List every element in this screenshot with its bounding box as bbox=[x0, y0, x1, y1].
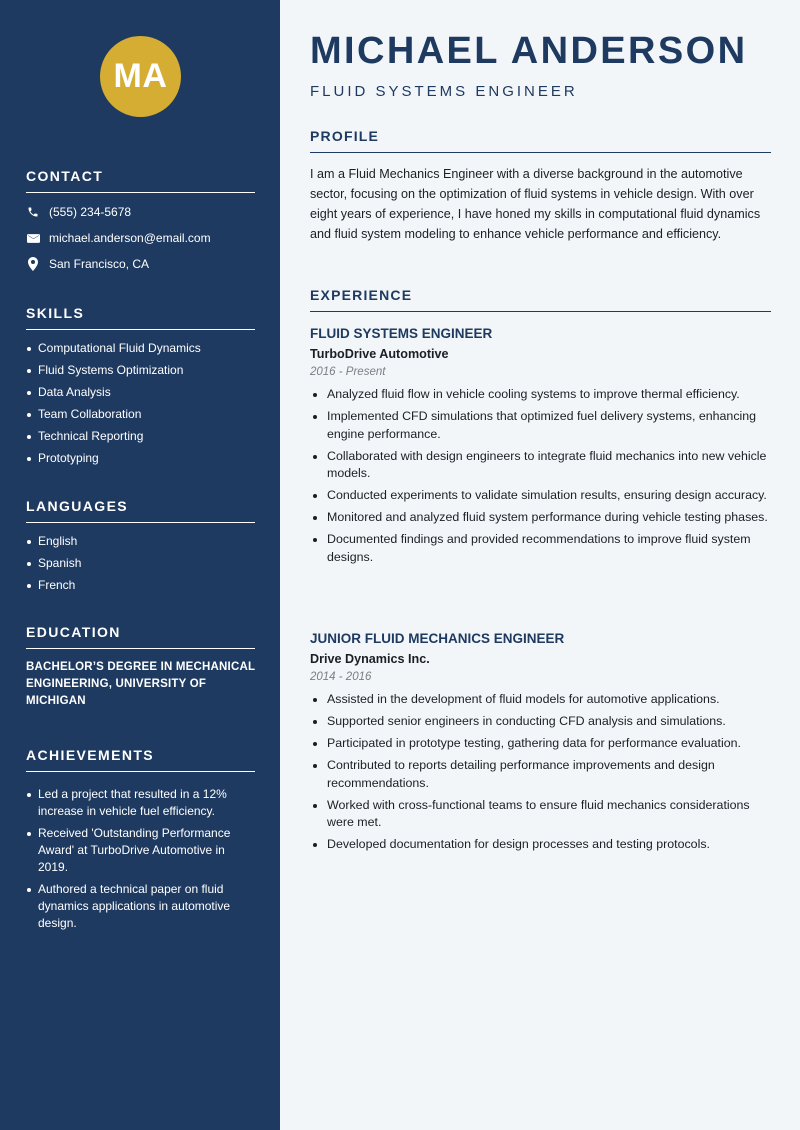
education-degree: BACHELOR’S DEGREE IN MECHANICAL ENGINEERING, UNIVERSITY OF MICHIGAN bbox=[26, 661, 255, 707]
skill-item: Fluid Systems Optimization bbox=[26, 362, 255, 379]
contact-phone[interactable] bbox=[26, 199, 255, 225]
skill-item: Computational Fluid Dynamics bbox=[26, 340, 255, 357]
education-section bbox=[26, 624, 255, 710]
profile-heading: PROFILE bbox=[310, 128, 771, 153]
contact-email[interactable] bbox=[26, 225, 255, 251]
job-dates: 2016 - Present bbox=[310, 366, 386, 378]
skills-section bbox=[26, 305, 255, 472]
job-bullets bbox=[310, 691, 771, 854]
languages-section bbox=[26, 498, 255, 599]
job-bullet: Conducted experiments to validate simulation results, ensuring design accuracy. bbox=[310, 487, 771, 505]
achievement-item: Received 'Outstanding Performance Award' at TurboDrive Automotive in 2019. bbox=[26, 825, 255, 876]
contact-location-text: San Francisco, CA bbox=[49, 257, 150, 271]
education-heading: EDUCATION bbox=[26, 624, 255, 649]
avatar: MA bbox=[100, 36, 181, 117]
sidebar bbox=[0, 0, 280, 1130]
job-entry bbox=[310, 631, 771, 858]
language-item: French bbox=[26, 577, 255, 594]
job-bullet: Monitored and analyzed fluid system performance during vehicle testing phases. bbox=[310, 509, 771, 527]
contact-email-text: michael.anderson@email.com bbox=[49, 231, 211, 245]
achievement-item: Authored a technical paper on fluid dynamics applications in automotive design. bbox=[26, 881, 255, 932]
job-entry bbox=[310, 326, 771, 571]
job-bullet: Developed documentation for design processes and testing protocols. bbox=[310, 836, 771, 854]
contact-phone-text: (555) 234-5678 bbox=[49, 205, 132, 219]
candidate-name: MICHAEL ANDERSON bbox=[310, 30, 748, 72]
location-pin-icon bbox=[26, 257, 40, 271]
job-bullet: Collaborated with design engineers to integrate fluid mechanics into new vehicle models. bbox=[310, 448, 771, 483]
job-company: Drive Dynamics Inc. bbox=[310, 652, 430, 666]
job-bullet: Assisted in the development of fluid models for automotive applications. bbox=[310, 691, 771, 709]
phone-icon bbox=[26, 205, 40, 219]
skill-item: Data Analysis bbox=[26, 384, 255, 401]
job-bullet: Participated in prototype testing, gathering data for performance evaluation. bbox=[310, 735, 771, 753]
achievements-section bbox=[26, 747, 255, 937]
job-bullet: Worked with cross-functional teams to ensure fluid mechanics considerations were met. bbox=[310, 797, 771, 832]
skills-heading: SKILLS bbox=[26, 305, 255, 330]
achievement-item: Led a project that resulted in a 12% increase in vehicle fuel efficiency. bbox=[26, 786, 255, 820]
job-bullet: Documented findings and provided recommendations to improve fluid system designs. bbox=[310, 531, 771, 566]
skills-list bbox=[26, 340, 255, 467]
language-item: Spanish bbox=[26, 555, 255, 572]
job-title: JUNIOR FLUID MECHANICS ENGINEER bbox=[310, 631, 565, 646]
languages-list bbox=[26, 533, 255, 594]
contact-location bbox=[26, 251, 255, 277]
experience-heading: EXPERIENCE bbox=[310, 287, 771, 312]
skill-item: Technical Reporting bbox=[26, 428, 255, 445]
job-dates: 2014 - 2016 bbox=[310, 671, 372, 683]
skill-item: Prototyping bbox=[26, 450, 255, 467]
job-bullet: Implemented CFD simulations that optimized fuel delivery systems, enhancing engine performance. bbox=[310, 408, 771, 443]
contact-heading: CONTACT bbox=[26, 168, 255, 193]
job-company: TurboDrive Automotive bbox=[310, 347, 449, 361]
achievements-list bbox=[26, 786, 255, 932]
email-icon bbox=[26, 231, 40, 245]
job-title: FLUID SYSTEMS ENGINEER bbox=[310, 326, 493, 341]
skill-item: Team Collaboration bbox=[26, 406, 255, 423]
job-bullet: Analyzed fluid flow in vehicle cooling systems to improve thermal efficiency. bbox=[310, 386, 771, 404]
achievements-heading: ACHIEVEMENTS bbox=[26, 747, 255, 772]
job-bullets bbox=[310, 386, 771, 566]
contact-section bbox=[26, 168, 255, 277]
job-bullet: Supported senior engineers in conducting CFD analysis and simulations. bbox=[310, 713, 771, 731]
profile-text: I am a Fluid Mechanics Engineer with a diverse background in the automotive sector, focusing on the optimization of fluid systems in vehicle design. With over eight years of experience, I have honed my skills in computational fluid dynamics and fluid system modeling to enhance vehicle performance and efficiency. bbox=[310, 167, 761, 241]
job-bullet: Contributed to reports detailing performance improvements and design recommendations. bbox=[310, 757, 771, 792]
language-item: English bbox=[26, 533, 255, 550]
candidate-role: FLUID SYSTEMS ENGINEER bbox=[310, 83, 578, 100]
languages-heading: LANGUAGES bbox=[26, 498, 255, 523]
